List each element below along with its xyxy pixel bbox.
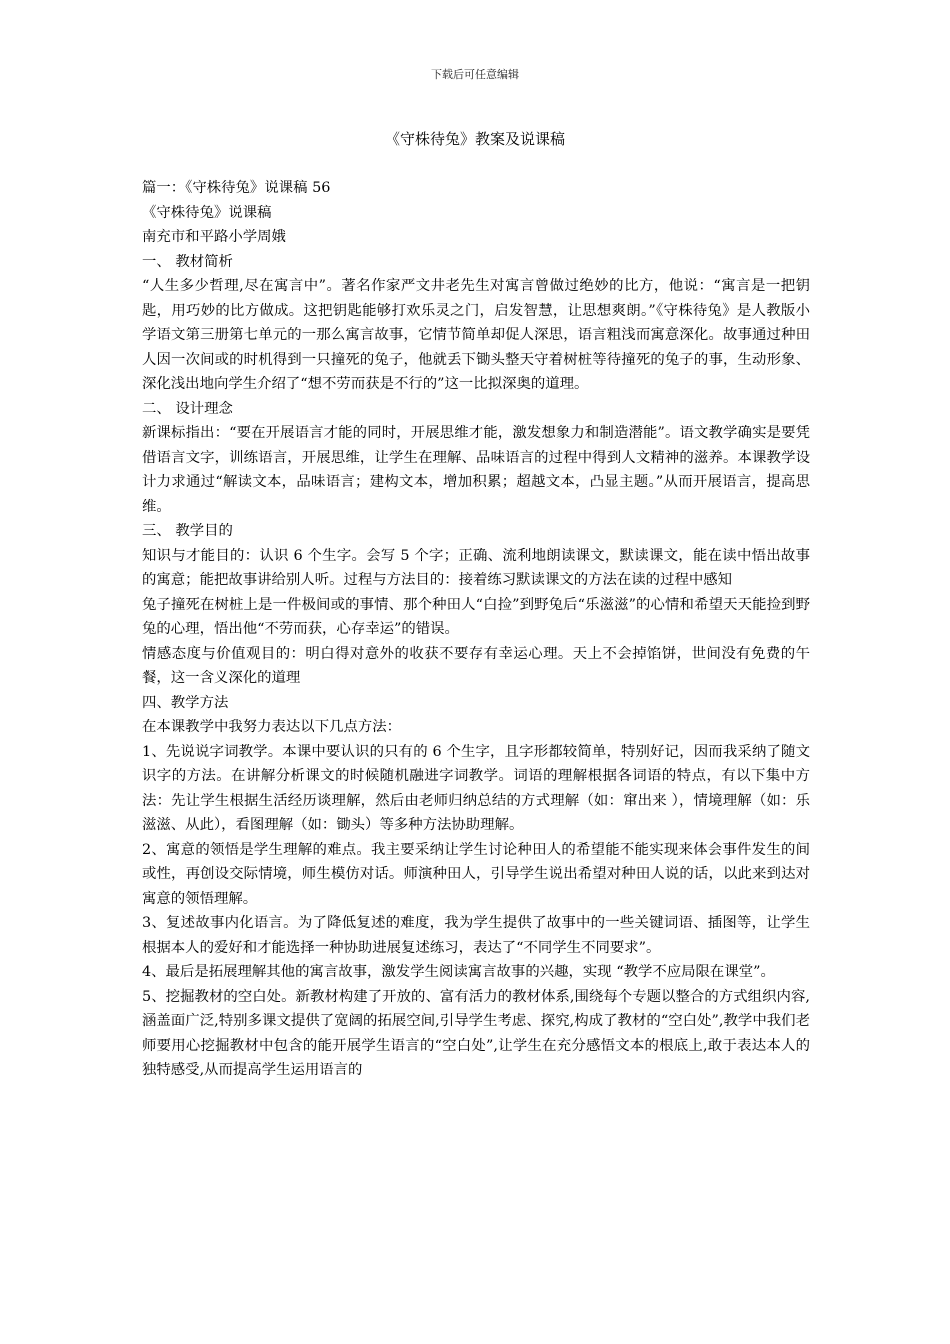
section-heading: 一、 教材简析 — [142, 253, 233, 270]
paragraph: 新课标指出：“要在开展语言才能的同时，开展思维才能，激发想象力和制造潜能”。语文教学确实是要凭借语言文字，训练语言，开展思维，让学生在理解、品味语言的过程中得到人文精神的滋养。本课教学设计力求通过“解读文本，品味语言；建构文本，增加积累；超越文本，凸显主题。”从而开展语言，提高思维。 — [142, 425, 810, 515]
section-heading: 四、教学方法 — [142, 694, 229, 711]
document-body — [142, 176, 810, 1083]
paragraph: 知识与才能目的：认识 6 个生字。会写 5 个字；正确、流利地朗读课文，默读课文，能在读中悟出故事的寓意；能把故事讲给别人听。过程与方法目的：接着练习默读课文的方法在读的过程中感知 — [142, 547, 810, 588]
paragraph: 兔子撞死在树桩上是一件极间或的事情、那个种田人“白捡”到野兔后“乐滋滋”的心情和希望天天能捡到野兔的心理，悟出他“不劳而获，心存幸运”的错误。 — [142, 596, 810, 637]
section-heading: 二、 设计理念 — [142, 400, 233, 417]
paragraph: “人生多少哲理,尽在寓言中”。著名作家严文井老先生对寓言曾做过绝妙的比方，他说：“寓言是一把钥匙，用巧妙的比方做成。这把钥匙能够打欢乐灵之门，启发智慧，让思想爽朗。”《守株待兔》是人教版小学语文第三册第七单元的一那么寓言故事，它情节简单却促人深思，语言粗浅而寓意深化。故事通过种田人因一次间或的时机得到一只撞死的兔子，他就丢下锄头整天守着树桩等待撞死的兔子的事，生动形象、深化浅出地向学生介绍了“想不劳而获是不行的”这一比拟深奥的道理。 — [142, 278, 810, 392]
paragraph: 2、寓意的领悟是学生理解的难点。我主要采纳让学生讨论种田人的希望能不能实现来体会事件发生的间或性，再创设交际情境，师生模仿对话。师演种田人，引导学生说出希望对种田人说的话，以此来到达对寓意的领悟理解。 — [142, 841, 810, 907]
document-title: 《守株待兔》教案及说课稿 — [384, 130, 565, 148]
paragraph: 5、挖掘教材的空白处。新教材构建了开放的、富有活力的教材体系,围绕每个专题以整合的方式组织内容,涵盖面广泛,特别多课文提供了宽阔的拓展空间,引导学生考虑、探究,构成了教材的“空白处”,教学中我们老师要用心挖掘教材中包含的能开展学生语言的“空白处”,让学生在充分感悟文本的根底上,敢于表达本人的独特感受,从而提高学生运用语言的 — [142, 988, 810, 1078]
section-heading: 三、 教学目的 — [142, 523, 233, 539]
paragraph: 3、复述故事内化语言。为了降低复述的难度，我为学生提供了故事中的一些关键词语、插图等，让学生根据本人的爱好和才能选择一种协助进展复述练习，表达了“不同学生不同要求”。 — [142, 915, 810, 956]
paragraph: 1、先说说字词教学。本课中要认识的只有的 6 个生字，且字形都较简单，特别好记，因而我采纳了随文识字的方法。在讲解分析课文的时候随机融进字词教学。词语的理解根据各词语的特点，有以下集中方法：先让学生根据生活经历谈理解，然后由老师归纳总结的方式理解（如：窜出来 ），情境理解（如：乐滋滋、从此），看图理解（如：锄头）等多种方法协助理解。 — [142, 743, 810, 833]
paragraph: 南充市和平路小学周娥 — [142, 229, 286, 245]
header-note: 下载后可任意编辑 — [431, 68, 519, 81]
paragraph: 情感态度与价值观目的：明白得对意外的收获不要存有幸运心理。天上不会掉馅饼，世间没有免费的午餐，这一含义深化的道理 — [142, 645, 810, 686]
paragraph: 篇一：《守株待兔》说课稿 56 — [142, 180, 331, 196]
paragraph: 《守株待兔》说课稿 — [142, 204, 272, 221]
paragraph: 在本课教学中我努力表达以下几点方法： — [142, 719, 402, 735]
paragraph: 4、最后是拓展理解其他的寓言故事，激发学生阅读寓言故事的兴趣，实现 “教学不应局限在课堂”。 — [142, 964, 775, 980]
